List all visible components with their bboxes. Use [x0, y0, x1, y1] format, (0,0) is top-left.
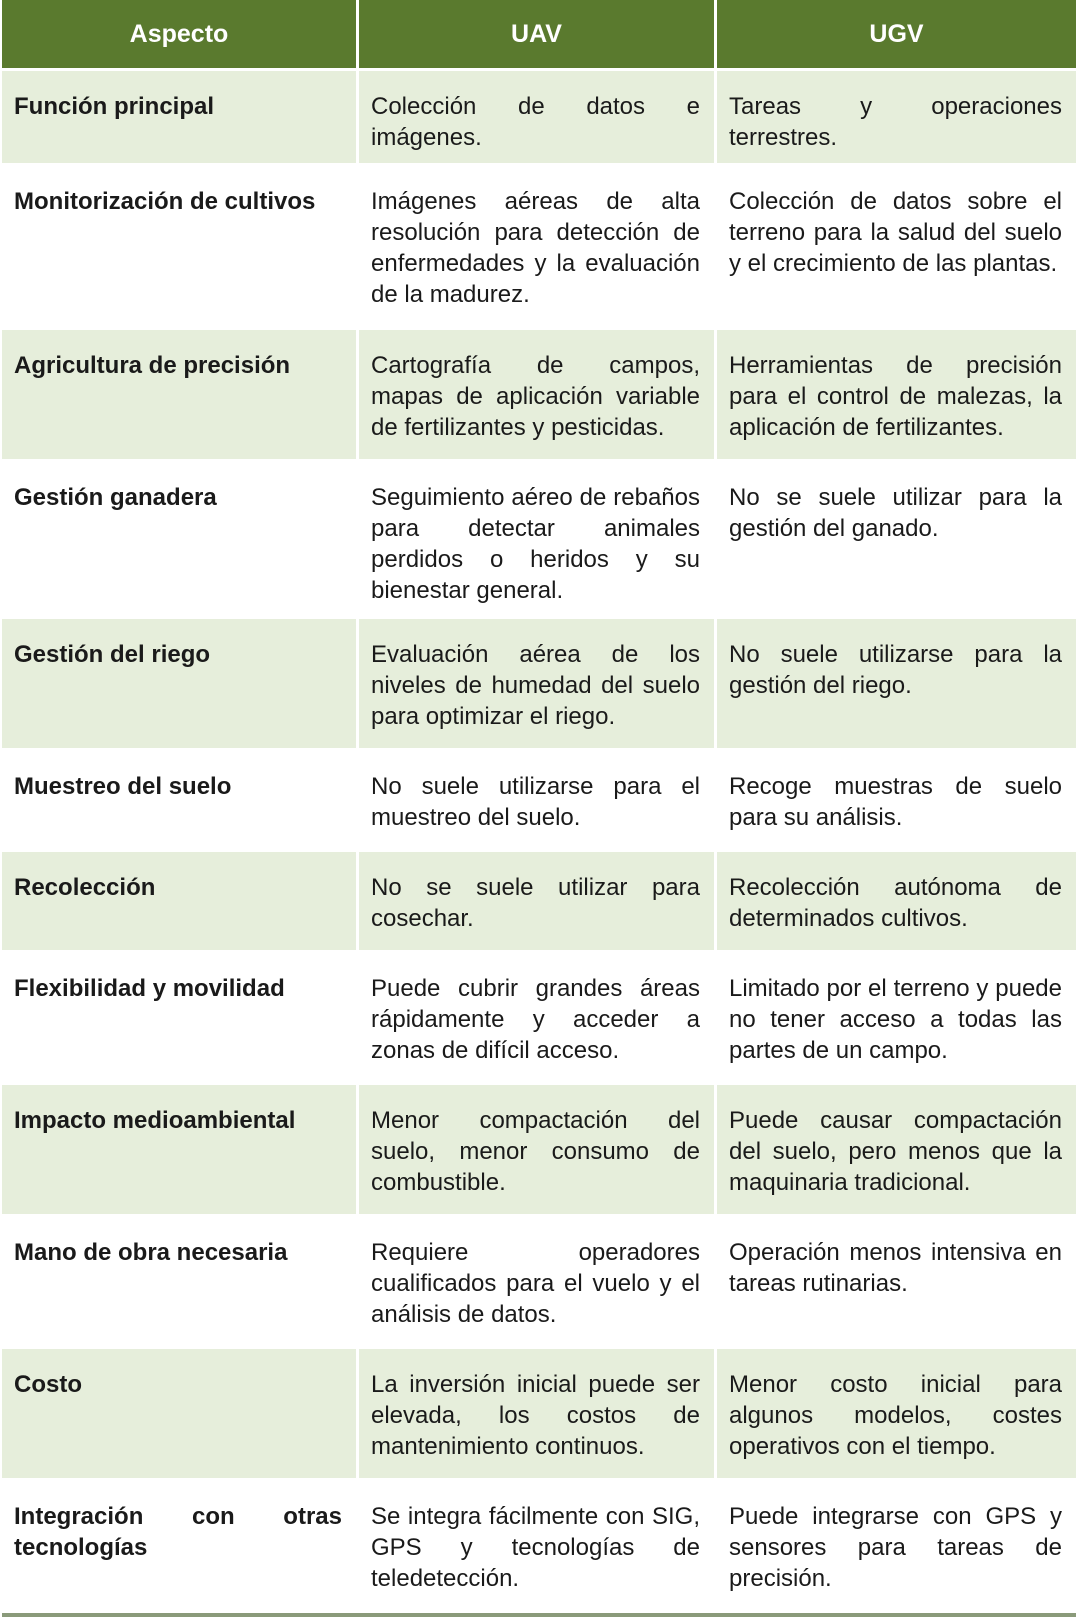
- uav-ugv-comparison-table: [2, 0, 1076, 1613]
- row-aspect-cell: Integración con otras tecnologías: [2, 1481, 359, 1613]
- header-aspect: Aspecto: [2, 0, 359, 71]
- row-ugv-cell: Herramientas de precisión para el control de malezas, la aplicación de fertilizantes.: [717, 330, 1076, 462]
- row-aspect-cell: Gestión ganadera: [2, 462, 359, 619]
- row-ugv-cell: Menor costo inicial para algunos modelos, costes operativos con el tiempo.: [717, 1349, 1076, 1481]
- row-ugv-cell: No suele utilizarse para la gestión del riego.: [717, 619, 1076, 751]
- table-row: [2, 330, 1076, 462]
- row-uav-cell: Puede cubrir grandes áreas rápidamente y acceder a zonas de difícil acceso.: [359, 953, 717, 1085]
- row-uav-cell: Evaluación aérea de los niveles de humedad del suelo para optimizar el riego.: [359, 619, 717, 751]
- row-uav-cell: La inversión inicial puede ser elevada, los costos de mantenimiento continuos.: [359, 1349, 717, 1481]
- row-uav-cell: Se integra fácilmente con SIG, GPS y tecnologías de teledetección.: [359, 1481, 717, 1613]
- header-ugv: UGV: [717, 0, 1076, 71]
- row-aspect-cell: Muestreo del suelo: [2, 751, 359, 852]
- row-aspect-cell: Mano de obra necesaria: [2, 1217, 359, 1349]
- row-uav-cell: Cartografía de campos, mapas de aplicación variable de fertilizantes y pesticidas.: [359, 330, 717, 462]
- table-row: [2, 462, 1076, 619]
- row-uav-cell: Requiere operadores cualificados para el vuelo y el análisis de datos.: [359, 1217, 717, 1349]
- row-aspect-cell: Recolección: [2, 852, 359, 953]
- table-bottom-rule: [2, 1613, 1076, 1617]
- row-ugv-cell: Tareas y operaciones terrestres.: [717, 71, 1076, 166]
- row-aspect-cell: Agricultura de precisión: [2, 330, 359, 462]
- row-uav-cell: Menor compactación del suelo, menor consumo de combustible.: [359, 1085, 717, 1217]
- row-uav-cell: Colección de datos e imágenes.: [359, 71, 717, 166]
- row-ugv-cell: Colección de datos sobre el terreno para la salud del suelo y el crecimiento de las plantas.: [717, 166, 1076, 330]
- row-aspect-cell: Flexibilidad y movilidad: [2, 953, 359, 1085]
- row-uav-cell: Seguimiento aéreo de rebaños para detectar animales perdidos o heridos y su bienestar general.: [359, 462, 717, 619]
- table-row: [2, 852, 1076, 953]
- row-ugv-cell: Recolección autónoma de determinados cultivos.: [717, 852, 1076, 953]
- row-uav-cell: Imágenes aéreas de alta resolución para detección de enfermedades y la evaluación de la madurez.: [359, 166, 717, 330]
- row-ugv-cell: Recoge muestras de suelo para su análisis.: [717, 751, 1076, 852]
- table-row: [2, 1349, 1076, 1481]
- row-ugv-cell: Operación menos intensiva en tareas rutinarias.: [717, 1217, 1076, 1349]
- row-uav-cell: No se suele utilizar para cosechar.: [359, 852, 717, 953]
- table-header-row: [2, 0, 1076, 71]
- row-aspect-cell: Función principal: [2, 71, 359, 166]
- table-row: [2, 1217, 1076, 1349]
- table-row: [2, 71, 1076, 166]
- row-ugv-cell: Puede integrarse con GPS y sensores para tareas de precisión.: [717, 1481, 1076, 1613]
- row-aspect-cell: Gestión del riego: [2, 619, 359, 751]
- row-ugv-cell: No se suele utilizar para la gestión del ganado.: [717, 462, 1076, 619]
- header-uav: UAV: [359, 0, 717, 71]
- table-row: [2, 619, 1076, 751]
- table-row: [2, 166, 1076, 330]
- table-row: [2, 1481, 1076, 1613]
- row-ugv-cell: Puede causar compactación del suelo, pero menos que la maquinaria tradicional.: [717, 1085, 1076, 1217]
- row-aspect-cell: Impacto medioambiental: [2, 1085, 359, 1217]
- row-aspect-cell: Monitorización de cultivos: [2, 166, 359, 330]
- row-aspect-cell: Costo: [2, 1349, 359, 1481]
- table-row: [2, 1085, 1076, 1217]
- row-uav-cell: No suele utilizarse para el muestreo del suelo.: [359, 751, 717, 852]
- table-row: [2, 751, 1076, 852]
- row-ugv-cell: Limitado por el terreno y puede no tener acceso a todas las partes de un campo.: [717, 953, 1076, 1085]
- table-row: [2, 953, 1076, 1085]
